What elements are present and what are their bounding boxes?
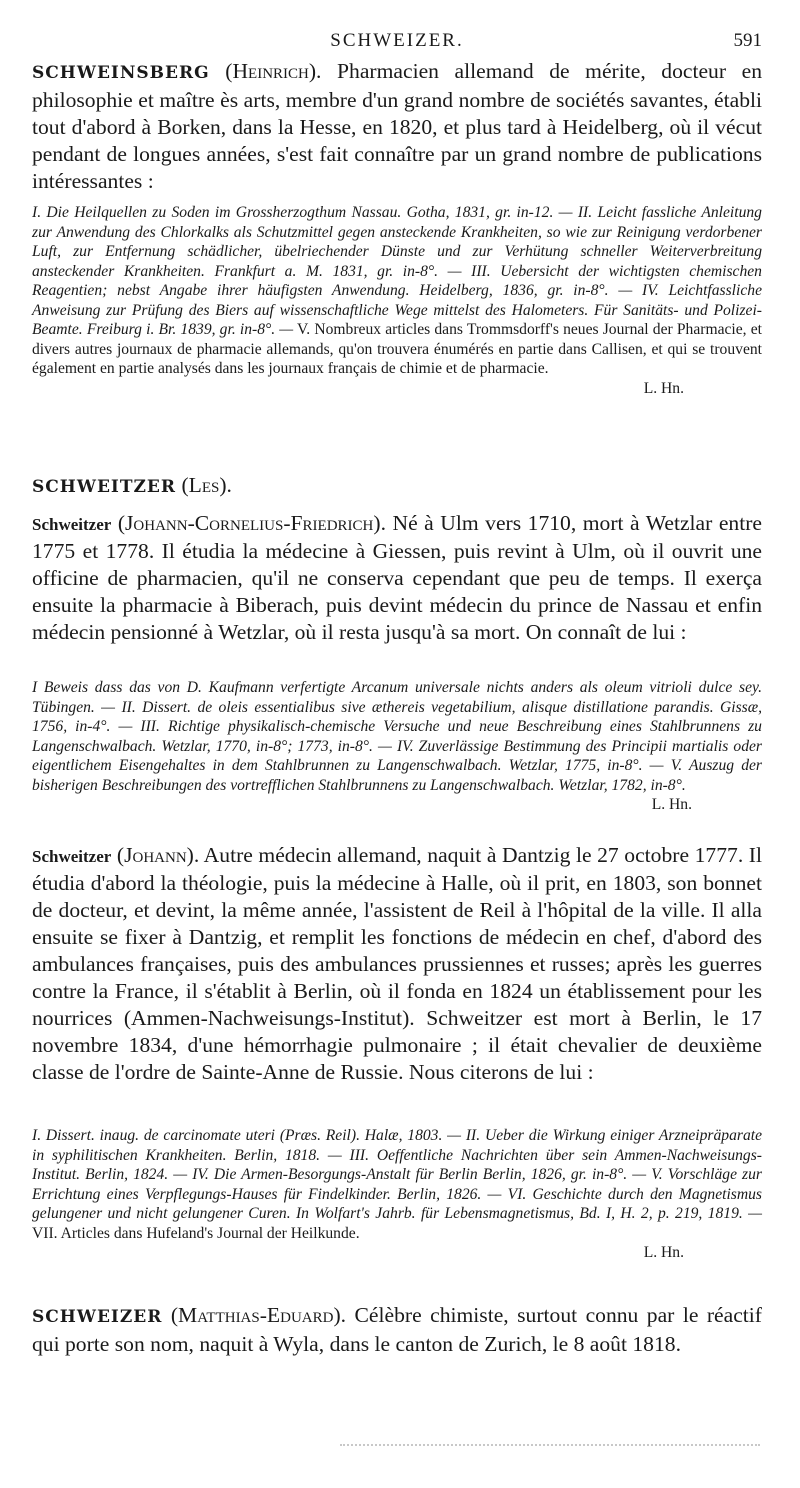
reference-item: I. Dissert. inaug. de carcinomate uteri (Præs. Reil). Halæ, 1803. — [32, 1127, 462, 1144]
entry-given-name: (Johann). [116, 843, 200, 867]
reference-item: V. Vorschläge zur Errichtung eines Verpflegungs-Hauses für Findelkinder. Berlin, 1826. — [32, 1166, 762, 1203]
reference-item: I. Die Heilquellen zu Soden im Grossherzogthum Nassau. Gotha, 1831, gr. in-12. — [32, 204, 573, 221]
entry-text: Célèbre chimiste, surtout connu par le réactif qui porte son nom, naquit à Wyla, dans le canton de Zurich, le 8 août 1818. [32, 1303, 762, 1356]
entry-schweitzer-johann [32, 842, 762, 1086]
entry-schweinsberg-references [32, 203, 762, 398]
entry-schweitzer-les [32, 472, 762, 501]
entry-headword: Schweitzer [32, 847, 112, 866]
faded-bleedthrough-line [340, 1444, 760, 1446]
running-title: SCHWEIZER. [330, 30, 464, 51]
entry-schweinsberg [32, 58, 762, 195]
entry-given-name: (Johann-Cornelius-Friedrich). [117, 511, 386, 535]
page-number: 591 [733, 30, 762, 51]
reference-item: VI. Geschichte durch den Magnetismus gelungener und nicht gelungener Curen. In Wolfart's Jahrb. für Lebensmagnetismus, Bd. I, H. 2, p. 219, 1819. — [32, 1185, 762, 1222]
entry-schweitzer-jcf-references [32, 678, 762, 815]
author-signature: L. Hn. [643, 379, 684, 397]
reference-item: V. Auszug der bisherigen Beschreibungen des vortrefflichen Stahlbrunnens zu Langenschwalbach. Wetzlar, 1782, in-8°. [32, 757, 762, 794]
reference-item: I Beweis dass das von D. Kaufmann verfertigte Arcanum universale nichts anders als oleum vitrioli dulce sey. Tübingen. — [32, 679, 762, 716]
reference-item: IV. Zuverlässige Bestimmung des Principii martialis oder eigentlichem Eisengehaltes in dem Stahlbrunnen zu Langenschwalbach. Wetzlar, 1775, in-8°. — [32, 737, 762, 774]
reference-item: II. Ueber die Wirkung einiger Arzneipräparate in syphilitischen Krankheiten. Berlin, 1818. — [32, 1127, 762, 1164]
entry-text: Né à Ulm vers 1710, mort à Wetzlar entre 1775 et 1778. Il étudia la médecine à Giessen, puis revint à Ulm, où il ouvrit une officine de pharmacien, qu'il ne conserva cependant que peu de temps. Il exerça ensuite la pharmacie à Biberach, puis devint médecin du prince de Nassau et enfin médecin pensionné à Wetzlar, où il resta jusqu'à sa mort. On connaît de lui : [32, 511, 762, 644]
reference-item: V. Nombreux articles dans Trommsdorff's neues Journal der Pharmacie, et divers autres journaux de pharmacie allemands, qu'on trouvera énumérés en partie dans Callisen, et qui se trouvent également en partie analysés dans les journaux français de chimie et de pharmacie. [32, 321, 762, 377]
entry-text: Pharmacien allemand de mérite, docteur en philosophie et maître ès arts, membre d'un grand nombre de sociétés savantes, établi tout d'abord à Borken, dans la Hesse, en 1820, et plus tard à Heidelberg, où il vécut pendant de longues années, s'est fait connaître par un grand nombre de publications intéressantes : [32, 59, 762, 193]
entry-headword: SCHWEINSBERG [32, 63, 210, 83]
entry-schweitzer-johann-cornelius-friedrich [32, 510, 762, 646]
reference-item: VII. Articles dans Hufeland's Journal der Heilkunde. [32, 1224, 360, 1242]
entry-given-name: (Matthias-Eduard). [170, 1303, 347, 1327]
entry-schweitzer-johann-references [32, 1126, 762, 1263]
reference-item: IV. Die Armen-Besorgungs-Anstalt für Berlin Berlin, 1826, gr. in-8°. — [192, 1166, 647, 1183]
entry-headword: SCHWEITZER [32, 477, 177, 497]
reference-item: III. Uebersicht der wichtigsten chemischen Reagentien; nebst Angabe ihrer häufigsten Anwendung. Heidelberg, 1836, gr. in-8°. — [32, 262, 762, 299]
entry-headword: SCHWEIZER [32, 1307, 163, 1327]
entry-given-name: (Heinrich). [225, 59, 322, 83]
entry-schweizer-matthias-eduard [32, 1302, 762, 1358]
reference-item: II. Leicht fassliche Anleitung zur Anwendung des Chlorkalks als Schutzmittel gegen ansteckende Krankheiten, so wie zur Reinigung verdorbener Luft, zur Entfernung schädlicher, übelriechender Dünste und zur Verhütung schneller Weiterverbreitung ansteckender Krankheiten. Frankfurt a. M. 1831, gr. in-8°. — [32, 204, 762, 280]
author-signature: L. Hn. [651, 796, 692, 813]
page-header [32, 30, 762, 54]
reference-item: III. Oeffentliche Nachrichten über sein Ammen-Nachweisungs-Institut. Berlin, 1824. — [32, 1146, 762, 1183]
entry-text: Autre médecin allemand, naquit à Dantzig le 27 octobre 1777. Il étudia d'abord la théologie, puis la médecine à Halle, où il prit, en 1803, son bonnet de docteur, et devint, la même année, l'assistent de Reil à l'hôpital de la ville. Il alla ensuite se fixer à Dantzig, et remplit les fonctions de médecin en chef, d'abord des ambulances françaises, puis des ambulances prussiennes et russes; après les guerres contre la France, il s'établit à Berlin, où il fonda en 1824 un établissement pour les nourrices (Ammen-Nachweisungs-Institut). Schweitzer est mort à Berlin, le 17 novembre 1834, d'une hémorrhagie pulmonaire ; il était chevalier de deuxième classe de l'ordre de Sainte-Anne de Russie. Nous citerons de lui : [32, 843, 762, 1084]
reference-item: IV. Leichtfassliche Anweisung zur Prüfung des Biers auf wissenschaftliche Wege mittelst des Halometers. Für Sanitäts- und Polizei-Beamte. Freiburg i. Br. 1839, gr. in-8°. — [32, 282, 762, 338]
entry-headword: Schweitzer [32, 515, 112, 534]
author-signature: L. Hn. [643, 1244, 684, 1261]
entry-given-name: (Les). [181, 473, 232, 497]
reference-item: II. Dissert. de oleis essentialibus sive ætherеis vegetabilium, alisque distillatione parandis. Gissæ, 1756, in-4°. — [32, 698, 763, 735]
reference-item: III. Richtige physikalisch-chemische Versuche und neue Beschreibung eines Stahlbrunnens zu Langenschwalbach. Wetzlar, 1770, in-8°; 1773, in-8°. — [32, 718, 762, 755]
